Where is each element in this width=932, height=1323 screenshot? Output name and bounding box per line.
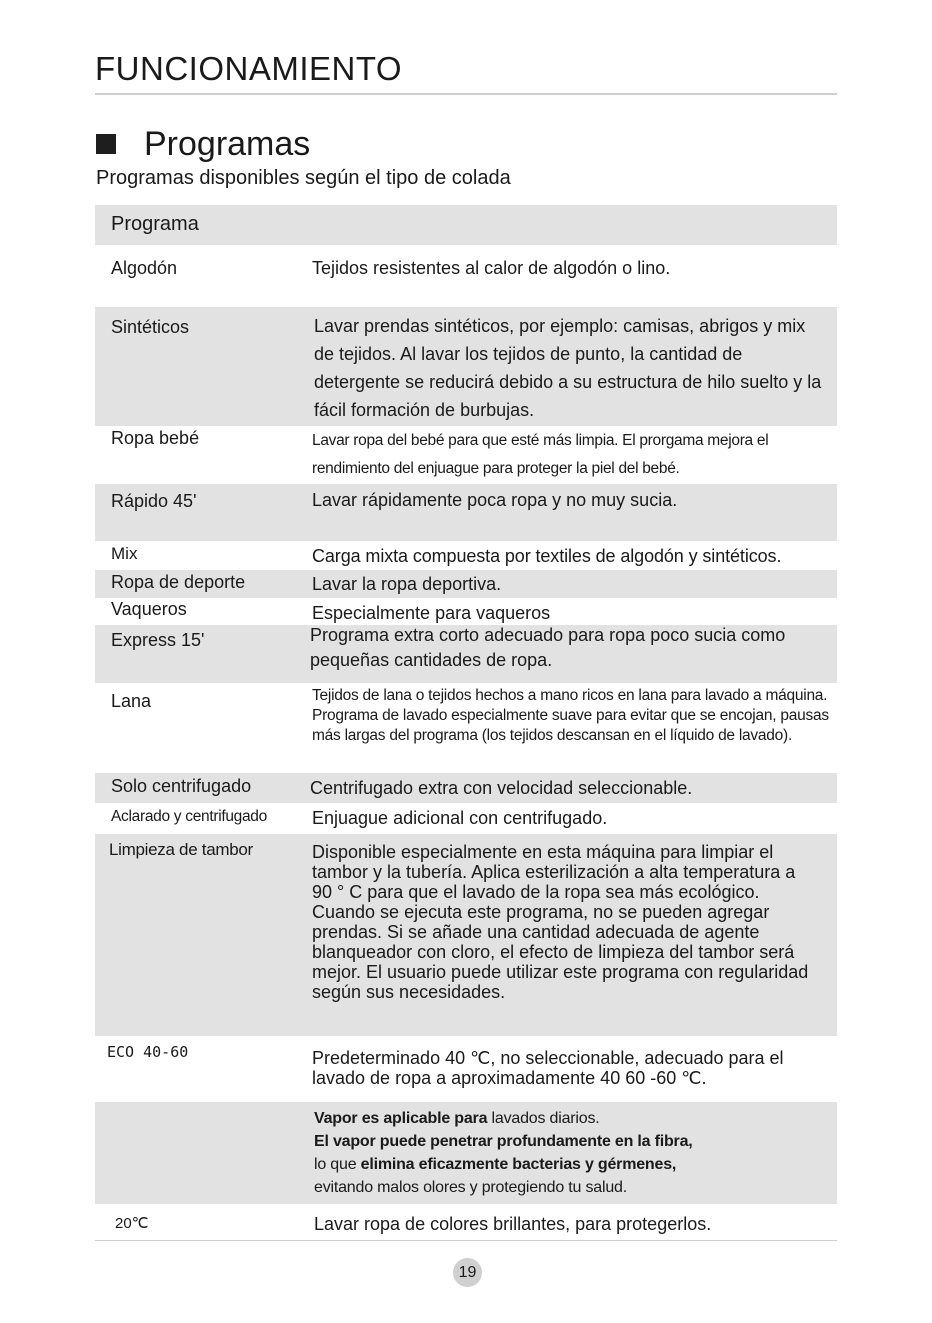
program-name: Express 15' — [111, 630, 205, 650]
program-description: Enjuague adicional con centrifugado. — [312, 808, 608, 828]
table-row — [95, 1037, 837, 1101]
program-name: Ropa de deporte — [111, 572, 246, 592]
table-row — [95, 598, 837, 624]
program-name: Ropa bebé — [111, 428, 200, 448]
table-row — [95, 1205, 837, 1240]
program-description: Lavar ropa de colores brillantes, para protegerlos. — [314, 1214, 712, 1234]
table-row — [95, 426, 837, 483]
program-description: Centrifugado extra con velocidad seleccionable. — [310, 778, 693, 798]
bottom-divider — [95, 1240, 837, 1241]
program-name: Aclarado y centrifugado — [111, 808, 267, 825]
table-header — [95, 205, 837, 245]
table-header-label: Programa — [111, 213, 199, 235]
program-name: ECO 40-60 — [107, 1043, 189, 1061]
title-divider — [95, 93, 837, 95]
program-description: Tejidos resistentes al calor de algodón o lino. — [312, 258, 671, 278]
steam-line: El vapor puede penetrar profundamente en la fibra, — [314, 1133, 693, 1150]
page-title: FUNCIONAMIENTO — [95, 50, 403, 87]
table-row — [95, 834, 837, 1036]
program-description: Especialmente para vaqueros — [312, 603, 551, 623]
steam-line: Vapor es aplicable para lavados diarios. — [314, 1110, 600, 1127]
square-bullet-icon — [96, 134, 116, 154]
program-name: Rápido 45' — [111, 491, 197, 511]
program-name: Vaqueros — [111, 599, 187, 619]
table-row — [95, 773, 837, 803]
program-name: Solo centrifugado — [111, 776, 252, 796]
program-description: Predeterminado 40 ℃, no seleccionable, adecuado para el lavado de ropa a aproximadamente 40 60 -60 ℃. — [312, 1048, 784, 1088]
program-description: Programa extra corto adecuado para ropa poco sucia como pequeñas cantidades de ropa. — [310, 625, 786, 670]
table-row — [95, 625, 837, 683]
table-row — [95, 804, 837, 834]
program-name: Sintéticos — [111, 317, 190, 337]
program-name: Mix — [111, 544, 138, 563]
section-title: Programas — [144, 124, 311, 163]
table-row — [95, 484, 837, 541]
table-row — [95, 542, 837, 569]
program-description: Lavar prendas sintéticos, por ejemplo: camisas, abrigos y mix de tejidos. Al lavar los tejidos de punto, la cantidad de detergente se reducirá debido a su estructura de hilo suelto y la fácil formación de burbujas. — [314, 316, 822, 420]
page-number: 19 — [453, 1258, 482, 1287]
table-row — [95, 570, 837, 598]
program-description: Carga mixta compuesta por textiles de algodón y sintéticos. — [312, 546, 782, 566]
program-description: Disponible especialmente en esta máquina para limpiar el tambor y la tubería. Aplica esterilización a alta temperatura a 90 ° C para que el lavado de la ropa sea más ecológico. Cuando se ejecuta este programa, no se pueden agregar prendas. Si se añade una cantidad adecuada de agente blanqueador con cloro, el efecto de limpieza del tambor será mejor. El usuario puede utilizar este programa con regularidad según sus necesidades. — [312, 842, 809, 1002]
program-description: Tejidos de lana o tejidos hechos a mano ricos en lana para lavado a máquina. Programa de lavado especialmente suave para evitar que se encojan, pausas más largas del programa (los tejidos descansan en el líquido de lavado). — [312, 687, 829, 744]
table-row — [95, 307, 837, 426]
program-description: Lavar rápidamente poca ropa y no muy sucia. — [312, 490, 678, 510]
program-name: 20℃ — [115, 1215, 149, 1232]
table-row — [95, 246, 837, 304]
program-description: Lavar ropa del bebé para que esté más limpia. El prorgama mejora el rendimiento del enjuague para proteger la piel del bebé. — [312, 432, 769, 477]
program-description — [314, 1107, 834, 1199]
table-row — [95, 1102, 837, 1204]
program-name: Lana — [111, 691, 152, 711]
program-name: Limpieza de tambor — [109, 840, 253, 859]
program-description: Lavar la ropa deportiva. — [312, 574, 502, 594]
table-row — [95, 684, 837, 772]
section-heading — [96, 124, 310, 164]
program-name: Algodón — [111, 258, 178, 278]
section-subtitle: Programas disponibles según el tipo de colada — [96, 167, 511, 189]
steam-line: evitando malos olores y protegiendo tu salud. — [314, 1179, 627, 1196]
steam-line: lo que elimina eficazmente bacterias y gérmenes, — [314, 1156, 677, 1173]
